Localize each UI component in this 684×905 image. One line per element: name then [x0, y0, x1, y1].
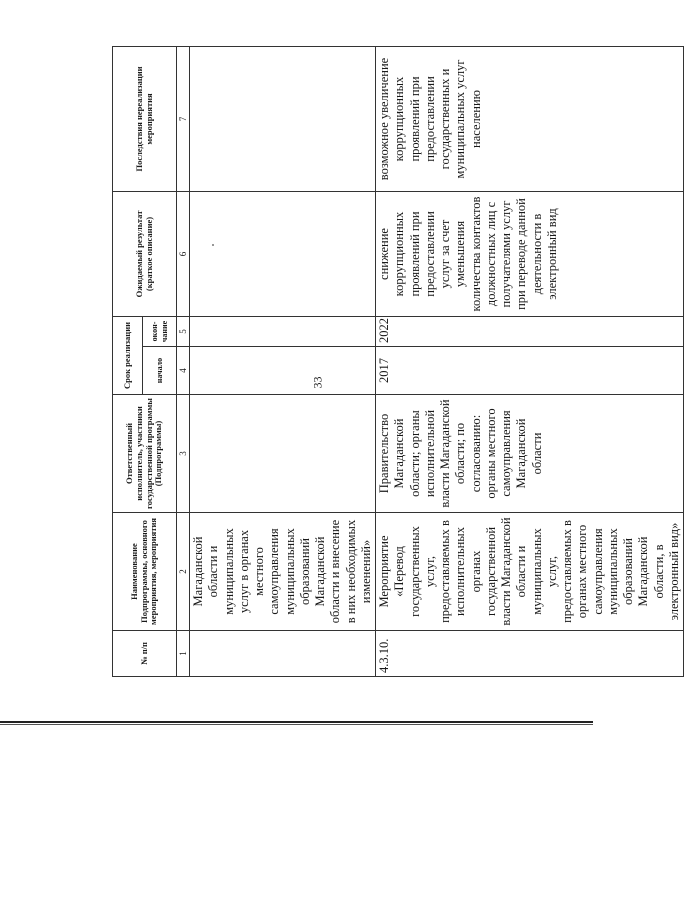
table-row — [190, 47, 376, 677]
measures-table — [112, 46, 684, 677]
row-end — [190, 317, 376, 347]
row-name: Магаданской области и муниципальных услуг в органах местного самоуправления муниципальных образований Магаданской области и внесение в них необходимых изменений» — [190, 513, 376, 631]
header-num: № п/п — [113, 631, 177, 677]
header-period: Срок реализации — [113, 317, 143, 395]
row-executor: Правительство Магаданской области; органы исполнительной власти Магаданской области; по согласованию: органы местного самоуправления Магаданской области — [376, 395, 684, 513]
bottom-rule — [0, 721, 593, 723]
col-number: 5 — [177, 317, 190, 347]
header-result: Ожидаемый результат (краткое описание) — [113, 192, 177, 317]
row-start — [190, 347, 376, 395]
row-end: 2022 — [376, 317, 684, 347]
row-executor — [190, 395, 376, 513]
header-end: окон-чание — [143, 317, 177, 347]
row-start: 2017 — [376, 347, 684, 395]
col-number: 4 — [177, 347, 190, 395]
page-number-text: 33 — [310, 376, 325, 388]
col-number: 1 — [177, 631, 190, 677]
header-start: начало — [143, 347, 177, 395]
row-num — [190, 631, 376, 677]
col-number: 3 — [177, 395, 190, 513]
row-num: 4.3.10. — [376, 631, 684, 677]
row-name: Мероприятие «Перевод государственных услуг, предоставляемых в исполнительных органах государственной власти Магаданской области и муниципальных услуг, предоставляемых в органах местного самоуправления муниципальных образований Магаданской области, в электронный вид» — [376, 513, 684, 631]
header-name: Наименование Подпрограммы, основного мероприятия, мероприятия — [113, 513, 177, 631]
row-consequence: возможное увеличение коррупционных проявлений при предоставлении государственных и муниципальных услуг населению — [376, 47, 684, 192]
bottom-rule-thin — [0, 724, 593, 725]
header-consequence: Последствия нереализации мероприятия — [113, 47, 177, 192]
col-number: 7 — [177, 47, 190, 192]
row-consequence — [190, 47, 376, 192]
table-row — [376, 47, 684, 677]
rotated-table — [112, 47, 681, 677]
header-executor: Ответственный исполнитель, участники государственной программы (Подпрограммы) — [113, 395, 177, 513]
col-number: 6 — [177, 192, 190, 317]
row-result: снижение коррупционных проявлений при предоставлении услуг за счет уменьшения количества контактов должностных лиц с получателями услуг при переводе данной деятельности в электронный вид — [376, 192, 684, 317]
row-result — [190, 192, 376, 317]
col-number: 2 — [177, 513, 190, 631]
